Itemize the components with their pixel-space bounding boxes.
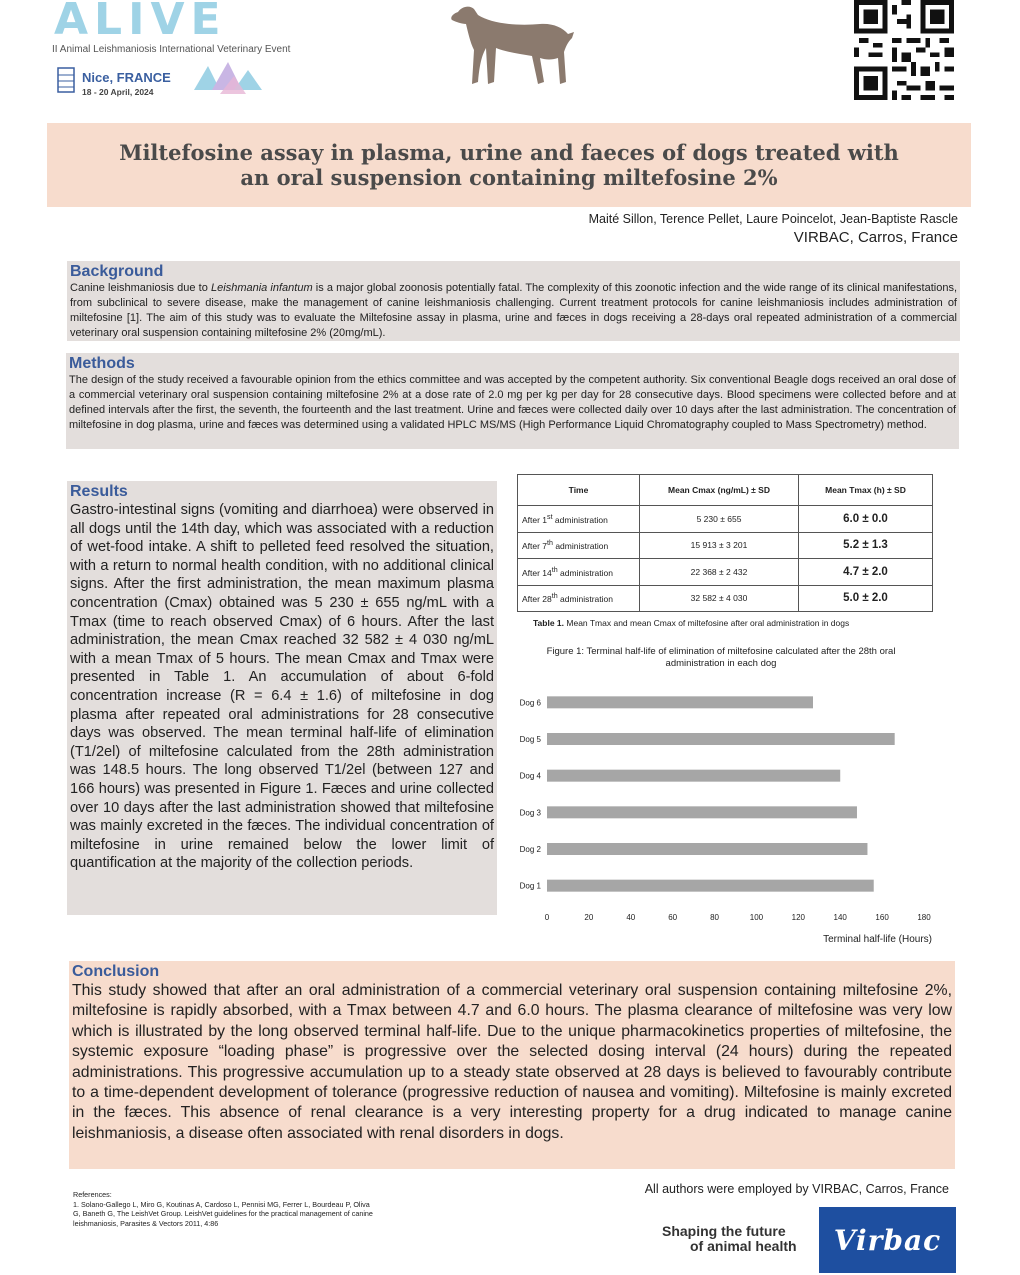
slogan-line-1: Shaping the future — [662, 1223, 786, 1239]
table-cell-tmax: 6.0 ± 0.0 — [799, 506, 933, 533]
background-section — [67, 261, 960, 341]
chart-bar — [547, 806, 857, 818]
table-cell-time: After 7th administration — [518, 532, 640, 559]
table-row — [518, 532, 933, 559]
methods-heading: Methods — [69, 355, 135, 372]
references-label: References: — [73, 1190, 112, 1199]
background-text: Canine leishmaniosis due to Leishmania infantum is a major global zoonosis potentially fatal. The complexity of this zoonotic infection and the wide range of its clinical manifestations, from subclinical to severe disease, make the management of canine leishmaniosis challenging. Current treatment protocols for canine leishmaniosis includes administration of miltefosine [1]. The aim of this study was to evaluate the Miltefosine assay in plasma, urine and fæces in dogs receiving a 28-days oral repeated administration of a commercial veterinary oral suspension containing miltefosine 2% (20mg/mL). — [70, 282, 957, 339]
chart-bar — [547, 843, 867, 855]
table-cell-cmax: 5 230 ± 655 — [640, 506, 799, 533]
poster-title: Miltefosine assay in plasma, urine and faeces of dogs treated with an oral suspension containing miltefosine 2% — [119, 140, 899, 190]
table-header-tmax: Mean Tmax (h) ± SD — [799, 475, 933, 506]
chart-category-label: Dog 4 — [519, 771, 541, 781]
chart-x-tick-label: 80 — [710, 913, 720, 922]
chart-bar — [547, 696, 813, 708]
chart-bar — [547, 733, 895, 745]
table-row — [518, 585, 933, 612]
chart-x-tick-label: 60 — [668, 913, 678, 922]
chart-x-tick-label: 180 — [917, 913, 931, 922]
background-heading: Background — [70, 263, 164, 280]
methods-section — [66, 353, 959, 449]
company-logo — [819, 1207, 956, 1273]
chart-title: Figure 1: Terminal half-life of elimination of miltefosine calculated after the 28th oral administration in each dog — [546, 646, 896, 669]
event-subtitle: II Animal Leishmaniosis International Veterinary Event — [52, 44, 291, 55]
table-cell-cmax: 22 368 ± 2 432 — [640, 559, 799, 586]
decorative-geometric-icon — [190, 60, 264, 96]
employment-disclosure: All authors were employed by VIRBAC, Carros, France — [644, 1182, 949, 1196]
chart-x-tick-label: 120 — [791, 913, 806, 922]
conclusion-text: This study showed that after an oral administration of a commercial veterinary oral suspension containing miltefosine 2%, miltefosine is rapidly absorbed, with a Tmax between 4.7 and 6.0 hours. The plasma clearance of miltefosine was very low which is illustrated by the long observed terminal half-life. Due to the unique pharmacokinetics properties of miltefosine, the systemic exposure “loading phase” is progressive over the selected dosing interval (24 hours) during the repeated administrations. This progressive accumulation up to a steady state observed at 28 days is believed to favourably contribute to a time-dependent development of tolerance (progressive reduction of nausea and vomiting). Miltefosine is mainly excreted in the fæces. This absence of renal clearance is a very interesting property for a drug indicated to manage canine leishmaniosis, a disease often associated with renal disorders in dogs. — [72, 982, 952, 1142]
table-cell-time: After 1st administration — [518, 506, 640, 533]
table-cell-cmax: 15 913 ± 3 201 — [640, 532, 799, 559]
qr-code-icon — [851, 0, 957, 100]
results-heading: Results — [70, 483, 128, 500]
chart-x-tick-label: 100 — [749, 913, 764, 922]
chart-x-tick-label: 140 — [833, 913, 847, 922]
table-cell-time: After 28th administration — [518, 585, 640, 612]
conclusion-heading: Conclusion — [72, 963, 160, 980]
table-header-row — [518, 475, 933, 506]
references — [73, 1190, 373, 1228]
table-row — [518, 506, 933, 533]
methods-text: The design of the study received a favourable opinion from the ethics committee and was accepted by the competent authority. Six conventional Beagle dogs received an oral dose of a commercial veterinary oral suspension containing miltefosine 2% at a dose rate of 2.0 mg per kg per day for 28 consecutive days. Blood specimens were collected before and at defined intervals after the first, the seventh, the fourteenth and the last treatment. Urine and fæces were collected daily over 10 days after the last administration. The concentration of miltefosine in dog plasma, urine and fæces was determined using a validated HPLC MS/MS (High Performance Liquid Chromatography coupled to Mass Spectrometry) method. — [69, 374, 956, 431]
table-cell-cmax: 32 582 ± 4 030 — [640, 585, 799, 612]
chart-x-axis-label: Terminal half-life (Hours) — [823, 934, 932, 945]
authors: Maité Sillon, Terence Pellet, Laure Poincelot, Jean-Baptiste Rascle — [588, 212, 958, 226]
chart-x-tick-label: 0 — [544, 913, 550, 922]
event-dates: 18 - 20 April, 2024 — [82, 87, 154, 97]
dog-silhouette-icon — [448, 2, 576, 88]
chart-x-tick-label: 160 — [875, 913, 889, 922]
half-life-bar-chart — [510, 680, 940, 950]
table-cell-tmax: 4.7 ± 2.0 — [799, 559, 933, 586]
table-cell-time: After 14th administration — [518, 559, 640, 586]
chart-category-label: Dog 3 — [519, 808, 541, 818]
table-cell-tmax: 5.0 ± 2.0 — [799, 585, 933, 612]
chart-x-tick-label: 20 — [584, 913, 594, 922]
reference-item: 1. Solano-Gallego L, Miro G, Koutinas A, Cardoso L, Pennisi MG, Ferrer L, Bourdeau P, Oliva G, Baneth G, The LeishVet Group. LeishVet guidelines for the practical management of canine leishmaniosis, Parasites & Vectors 2011, 4:86 — [73, 1199, 373, 1228]
results-text: Gastro-intestinal signs (vomiting and diarrhoea) were observed in all dogs until the 14th day, which was associated with a reduction of wet-food intake. A shift to pelleted feed resolved the situation, with a return to normal health condition, with no additional clinical signs. After the first administration, the mean maximum plasma concentration (Cmax) obtained was 5 230 ± 655 ng/mL with a Tmax (time to reach observed Cmax) of 6 hours. After the last administration, the mean Cmax reached 32 582 ± 4 030 ng/mL with a mean Tmax of 5 hours. The mean Cmax and Tmax were presented in Table 1. An accumulation of about 6-fold concentration increase (R = 6.4 ± 1.6) of miltefosine in dog plasma after repeated oral administrations for 28 consecutive days was observed. The mean terminal half-life of elimination (T1/2el) of miltefosine calculated from the 28th administration was 148.5 hours. The long observed T1/2el (between 127 and 166 hours) was presented in Figure 1. Fæces and urine collected over 10 days after the last administration showed that miltefosine was mainly excreted in the fæces. The individual concentration of miltefosine in urine remained below the lower limit of quantification at the majority of the collection periods. — [70, 502, 494, 872]
chart-category-label: Dog 5 — [519, 735, 541, 744]
event-logo — [50, 0, 291, 110]
chart-bar — [547, 880, 874, 892]
chart-category-label: Dog 2 — [519, 845, 541, 854]
chart-category-label: Dog 1 — [519, 881, 541, 891]
table-caption: Table 1. Mean Tmax and mean Cmax of miltefosine after oral administration in dogs — [533, 618, 850, 628]
conclusion-section — [69, 961, 955, 1169]
results-section — [67, 481, 497, 915]
pk-results-table — [517, 474, 933, 612]
chart-bar — [547, 770, 840, 782]
company-slogan — [662, 1224, 814, 1254]
table-cell-tmax: 5.2 ± 1.3 — [799, 532, 933, 559]
event-city: Nice, FRANCE — [82, 70, 171, 85]
slogan-line-2: of animal health — [690, 1238, 797, 1254]
building-icon — [56, 66, 76, 94]
table-header-cmax: Mean Cmax (ng/mL) ± SD — [640, 475, 799, 506]
table-row — [518, 559, 933, 586]
event-logo-text: ALIVE — [54, 0, 227, 45]
chart-x-tick-label: 40 — [626, 913, 636, 922]
poster-title-banner — [47, 123, 971, 207]
table-header-time: Time — [518, 475, 640, 506]
chart-category-label: Dog 6 — [519, 698, 541, 708]
company-logo-text: Virbac — [833, 1223, 942, 1257]
affiliation: VIRBAC, Carros, France — [793, 229, 958, 246]
